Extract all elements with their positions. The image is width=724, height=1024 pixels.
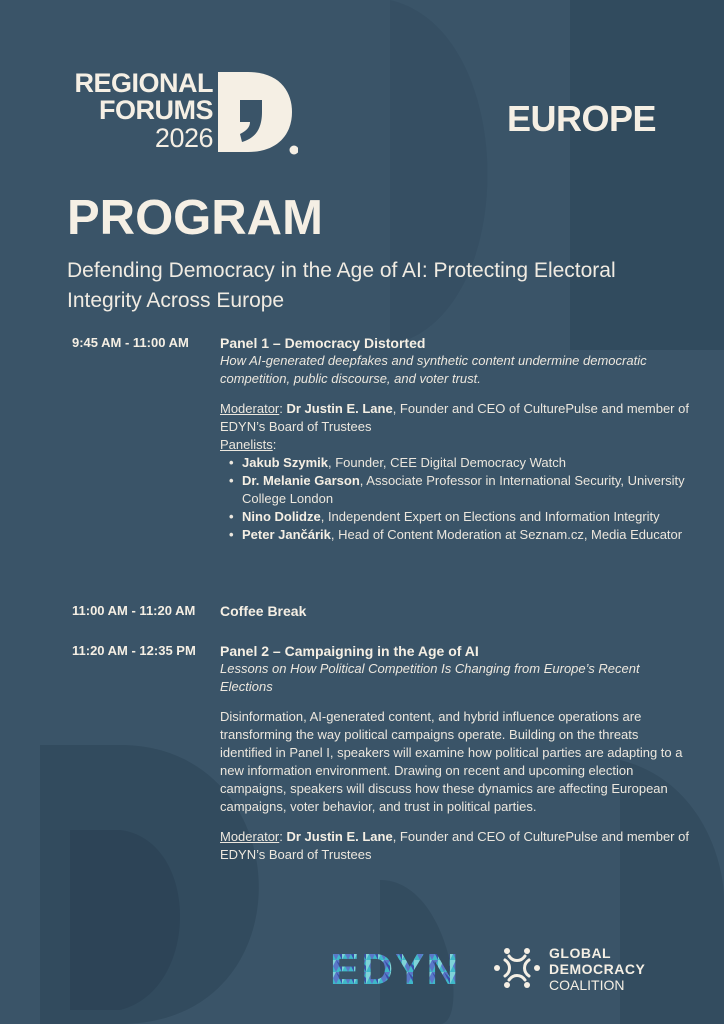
session-title: Panel 2 – Campaigning in the Age of AI xyxy=(220,643,479,659)
moderator-role: , Founder and CEO of CulturePulse and member of EDYN’s Board of Trustees xyxy=(220,401,689,434)
session-time: 9:45 AM - 11:00 AM xyxy=(72,335,189,350)
moderator-label: Moderator xyxy=(220,829,280,844)
moderator: Moderator: Dr Justin E. Lane, Founder and CEO of CulturePulse and member of EDYN’s Board of Trustees xyxy=(220,829,689,862)
panelist-role: , Independent Expert on Elections and Information Integrity xyxy=(320,509,660,524)
page-subtitle: Defending Democracy in the Age of AI: Protecting Electoral Integrity Across Europe xyxy=(67,259,616,312)
session-tagline: Lessons on How Political Competition Is Changing from Europe’s Recent Elections xyxy=(220,661,640,694)
panelist-name: Nino Dolidze xyxy=(242,509,321,524)
panelist-name: Jakub Szymik xyxy=(242,455,328,470)
panelists-label: Panelists xyxy=(220,437,273,452)
session-tagline: How AI-generated deepfakes and synthetic content undermine democratic competition, public discourse, and voter trust. xyxy=(220,353,647,386)
panelists-list xyxy=(220,454,690,544)
moderator: Moderator: Dr Justin E. Lane, Founder and CEO of CulturePulse and member of EDYN’s Board of Trustees xyxy=(220,401,689,434)
session-time: 11:00 AM - 11:20 AM xyxy=(72,603,196,618)
moderator-role: , Founder and CEO of CulturePulse and member of EDYN’s Board of Trustees xyxy=(220,829,689,862)
d-comma-logo-icon xyxy=(218,72,298,156)
gdc-line1: GLOBAL xyxy=(549,945,612,961)
panelist-name: Peter Jančárik xyxy=(242,527,331,542)
gdc-line2: DEMOCRACY xyxy=(549,961,646,977)
region-label: EUROPE xyxy=(507,98,657,139)
panelist-role: , Associate Professor in International Security, University College London xyxy=(242,473,685,506)
global-democracy-coalition-logo xyxy=(549,945,645,993)
session-description: Disinformation, AI-generated content, and hybrid influence operations are transforming the way political campaigns operate. Building on the threats identified in Panel I, speakers will examine how political parties are adapting to a new information environment. Drawing on recent and upcoming election campaigns, speakers will discuss how these dynamics are affecting European campaigns, voter behavior, and trust in political parties. xyxy=(220,709,683,814)
panelist xyxy=(242,526,690,544)
logo-line2: FORUMS xyxy=(99,95,213,125)
edyn-logo-text: EDYN xyxy=(330,948,461,988)
panelist-role: , Founder, CEE Digital Democracy Watch xyxy=(328,455,566,470)
logo-year: 2026 xyxy=(154,123,213,153)
panelist-name: Dr. Melanie Garson xyxy=(242,473,360,488)
gdc-line3: COALITION xyxy=(549,977,625,993)
page-title: PROGRAM xyxy=(67,191,323,245)
moderator-name: Dr Justin E. Lane xyxy=(286,401,393,416)
panelist-role: , Head of Content Moderation at Seznam.cz, Media Educator xyxy=(330,527,683,542)
moderator-label: Moderator xyxy=(220,401,280,416)
people-circle-icon xyxy=(493,946,541,990)
edyn-logo xyxy=(330,948,475,988)
panelist xyxy=(242,454,690,472)
panelist xyxy=(242,508,690,526)
session-time: 11:20 AM - 12:35 PM xyxy=(72,643,196,658)
moderator-name: Dr Justin E. Lane xyxy=(286,829,393,844)
session-title: Panel 1 – Democracy Distorted xyxy=(220,335,426,351)
panelist xyxy=(242,472,690,508)
footer-logos xyxy=(330,945,646,993)
logo-line1: REGIONAL xyxy=(74,68,213,98)
session-title: Coffee Break xyxy=(220,603,307,619)
